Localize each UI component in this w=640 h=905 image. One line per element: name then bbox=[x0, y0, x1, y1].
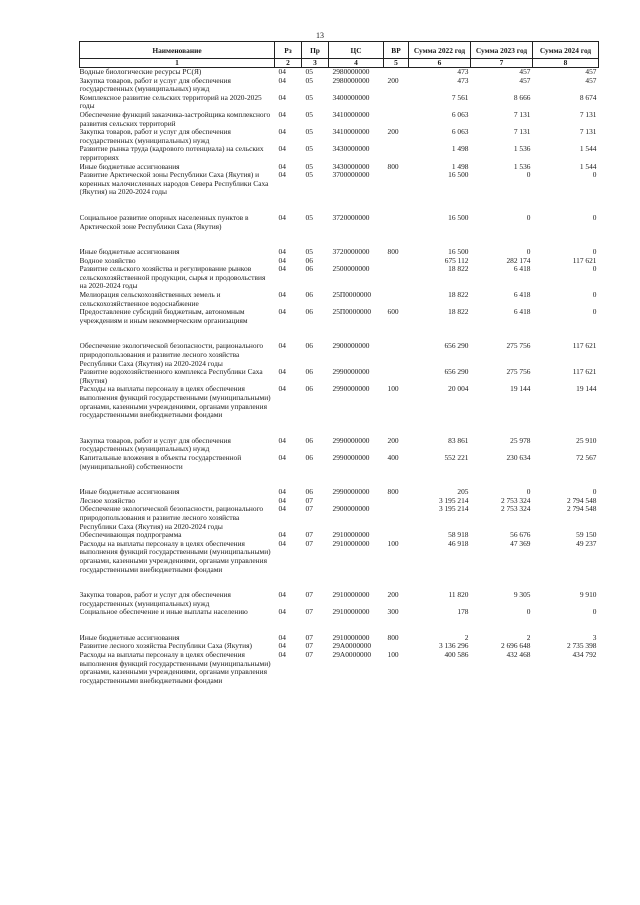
row-name: Комплексное развитие сельских территорий на 2020-2025 годы bbox=[79, 93, 262, 111]
table-body bbox=[80, 68, 599, 686]
row-name: Развитие водохозяйственного комплекса Республики Саха (Якутия) bbox=[79, 368, 263, 385]
row-name: Лесное хозяйство bbox=[79, 496, 136, 505]
row-sum-2023: 230 634 bbox=[506, 453, 531, 462]
table-row bbox=[80, 497, 599, 506]
row-vr: 200 bbox=[387, 128, 399, 137]
row-sum-2024: 72 567 bbox=[576, 453, 597, 462]
row-sum-2024: 0 bbox=[592, 608, 597, 617]
row-name: Обеспечение экологической безопасности, рационального природопользования и развитие лесного хозяйства Республики Саха (Якутия) на 2020-2024 годы bbox=[79, 505, 264, 531]
row-cs: 3410000000 bbox=[332, 128, 370, 137]
header-vr: ВР bbox=[384, 42, 409, 59]
row-rz: 04 bbox=[278, 633, 286, 642]
row-sum-2023: 2 bbox=[526, 633, 531, 642]
row-sum-2022: 552 221 bbox=[444, 453, 469, 462]
row-sum-2024: 19 144 bbox=[576, 385, 597, 394]
row-pr: 06 bbox=[305, 385, 313, 394]
header-number: 5 bbox=[384, 59, 409, 68]
header-number: 3 bbox=[302, 59, 329, 68]
row-name: Водные биологические ресурсы РС(Я) bbox=[79, 67, 202, 76]
header-number-row bbox=[80, 59, 599, 68]
row-pr: 06 bbox=[305, 488, 313, 497]
table-row bbox=[80, 68, 599, 77]
table-row bbox=[80, 248, 599, 257]
row-sum-2022: 473 bbox=[457, 76, 469, 85]
row-sum-2024: 9 910 bbox=[579, 591, 597, 600]
row-cs: 2910000000 bbox=[332, 633, 370, 642]
row-pr: 07 bbox=[305, 539, 313, 548]
row-cs: 2990000000 bbox=[332, 436, 370, 445]
row-cs: 2990000000 bbox=[332, 368, 370, 377]
row-name: Расходы на выплаты персоналу в целях обеспечения выполнения функций государственными (муниципальными) органами, казенными учреждениями, органами управления государственными внебюджетными фондами bbox=[79, 651, 271, 685]
row-rz: 04 bbox=[278, 591, 286, 600]
row-name: Иные бюджетные ассигнования bbox=[79, 248, 180, 257]
row-pr: 06 bbox=[305, 342, 313, 351]
table-row bbox=[80, 368, 599, 385]
row-pr: 06 bbox=[305, 436, 313, 445]
row-sum-2022: 20 004 bbox=[448, 385, 469, 394]
row-rz: 04 bbox=[278, 128, 286, 137]
row-vr bbox=[384, 342, 409, 368]
row-rz: 04 bbox=[278, 162, 286, 171]
row-pr: 07 bbox=[305, 591, 313, 600]
row-rz: 04 bbox=[278, 291, 286, 300]
row-rz: 04 bbox=[278, 453, 286, 462]
row-rz: 04 bbox=[278, 93, 286, 102]
row-sum-2022: 473 bbox=[457, 67, 469, 76]
row-sum-2023: 25 978 bbox=[510, 436, 531, 445]
row-name: Закупка товаров, работ и услуг для обеспечения государственных (муниципальных) нужд bbox=[79, 128, 231, 145]
row-pr: 06 bbox=[305, 291, 313, 300]
row-vr: 400 bbox=[387, 453, 399, 462]
row-pr: 05 bbox=[305, 248, 313, 257]
row-vr bbox=[384, 291, 409, 308]
header-sum-2023: Сумма 2023 год bbox=[471, 42, 533, 59]
row-name: Социальное обеспечение и иные выплаты населению bbox=[79, 608, 248, 617]
row-pr: 07 bbox=[305, 496, 313, 505]
header-number: 7 bbox=[471, 59, 533, 68]
row-rz: 04 bbox=[278, 342, 286, 351]
header-number: 4 bbox=[329, 59, 384, 68]
row-name: Предоставление субсидий бюджетным, автономным учреждениям и иным некоммерческим организациям bbox=[79, 308, 248, 325]
row-cs: 3430000000 bbox=[332, 162, 370, 171]
row-sum-2024: 2 735 398 bbox=[566, 642, 597, 651]
row-sum-2023: 56 676 bbox=[510, 531, 531, 540]
row-rz: 04 bbox=[278, 76, 286, 85]
table-row bbox=[80, 385, 599, 436]
row-sum-2024: 0 bbox=[592, 171, 597, 180]
table-row bbox=[80, 214, 599, 248]
row-rz: 04 bbox=[278, 488, 286, 497]
row-sum-2022: 7 561 bbox=[451, 93, 469, 102]
row-pr: 05 bbox=[305, 67, 313, 76]
row-rz: 04 bbox=[278, 539, 286, 548]
table-row bbox=[80, 608, 599, 634]
row-vr: 200 bbox=[387, 591, 399, 600]
row-pr: 05 bbox=[305, 128, 313, 137]
row-sum-2022: 18 822 bbox=[448, 265, 469, 274]
row-sum-2024: 0 bbox=[592, 248, 597, 257]
row-sum-2024: 0 bbox=[592, 265, 597, 274]
row-sum-2024: 1 544 bbox=[579, 145, 597, 154]
table-row bbox=[80, 163, 599, 172]
header-sum-2022: Сумма 2022 год bbox=[409, 42, 471, 59]
row-sum-2024: 59 150 bbox=[576, 531, 597, 540]
row-vr: 200 bbox=[387, 436, 399, 445]
row-name: Иные бюджетные ассигнования bbox=[79, 488, 180, 497]
row-vr bbox=[384, 111, 409, 128]
row-sum-2023: 275 756 bbox=[506, 342, 531, 351]
table-row bbox=[80, 437, 599, 454]
row-cs: 29А0000000 bbox=[332, 642, 372, 651]
row-vr bbox=[384, 505, 409, 531]
budget-table bbox=[79, 41, 599, 685]
row-pr: 06 bbox=[305, 265, 313, 274]
row-sum-2024: 0 bbox=[592, 213, 597, 222]
row-name: Закупка товаров, работ и услуг для обеспечения государственных (муниципальных) нужд bbox=[79, 436, 231, 454]
row-sum-2024: 7 131 bbox=[579, 110, 597, 119]
row-sum-2022: 46 918 bbox=[448, 539, 469, 548]
row-name: Обеспечивающая подпрограмма bbox=[79, 531, 182, 540]
row-sum-2022: 83 861 bbox=[448, 436, 469, 445]
row-cs: 2910000000 bbox=[332, 531, 370, 540]
row-name: Иные бюджетные ассигнования bbox=[79, 162, 180, 171]
row-pr: 07 bbox=[305, 608, 313, 617]
table-row bbox=[80, 128, 599, 145]
table-row bbox=[80, 308, 599, 342]
row-vr: 100 bbox=[387, 651, 399, 660]
row-sum-2023: 2 696 648 bbox=[500, 642, 531, 651]
row-vr bbox=[384, 497, 409, 506]
row-rz: 04 bbox=[278, 368, 286, 377]
row-sum-2022: 16 500 bbox=[448, 213, 469, 222]
row-rz: 04 bbox=[278, 531, 286, 540]
row-rz: 04 bbox=[278, 496, 286, 505]
row-vr bbox=[384, 94, 409, 111]
row-sum-2023: 7 131 bbox=[513, 128, 531, 137]
row-pr: 07 bbox=[305, 633, 313, 642]
table-row bbox=[80, 145, 599, 162]
row-pr: 06 bbox=[305, 453, 313, 462]
row-vr bbox=[384, 257, 409, 266]
row-vr: 800 bbox=[387, 633, 399, 642]
row-sum-2022: 18 822 bbox=[448, 291, 469, 300]
row-rz: 04 bbox=[278, 505, 286, 514]
table-row bbox=[80, 454, 599, 488]
table-row bbox=[80, 642, 599, 651]
row-sum-2024: 117 621 bbox=[572, 368, 597, 377]
row-sum-2023: 457 bbox=[519, 67, 531, 76]
row-cs: 3720000000 bbox=[332, 213, 370, 222]
row-cs: 3720000000 bbox=[332, 248, 370, 257]
row-sum-2023: 0 bbox=[526, 171, 531, 180]
row-sum-2024: 2 794 548 bbox=[566, 505, 597, 514]
row-cs: 25П0000000 bbox=[332, 291, 372, 300]
row-sum-2022: 16 500 bbox=[448, 171, 469, 180]
row-pr: 05 bbox=[305, 213, 313, 222]
row-rz: 04 bbox=[278, 436, 286, 445]
row-vr: 300 bbox=[387, 608, 399, 617]
row-sum-2023: 1 536 bbox=[513, 145, 531, 154]
row-sum-2023: 8 666 bbox=[513, 93, 531, 102]
row-name: Развитие лесного хозяйства Республики Саха (Якутия) bbox=[79, 642, 252, 651]
row-rz: 04 bbox=[278, 265, 286, 274]
row-sum-2024: 117 621 bbox=[572, 256, 597, 265]
row-vr bbox=[384, 531, 409, 540]
row-name: Социальное развитие опорных населенных пунктов в Арктической зоне Республики Саха (Якутия) bbox=[79, 213, 249, 231]
row-rz: 04 bbox=[278, 110, 286, 119]
row-vr bbox=[384, 368, 409, 385]
row-sum-2022: 58 918 bbox=[448, 531, 469, 540]
row-cs bbox=[329, 257, 384, 266]
header-pr: Пр bbox=[302, 42, 329, 59]
row-sum-2024: 7 131 bbox=[579, 128, 597, 137]
row-sum-2023: 6 418 bbox=[513, 265, 531, 274]
row-sum-2023: 2 753 324 bbox=[500, 496, 531, 505]
row-pr: 06 bbox=[305, 308, 313, 317]
row-sum-2024: 457 bbox=[585, 67, 597, 76]
row-name: Иные бюджетные ассигнования bbox=[79, 633, 180, 642]
table-row bbox=[80, 342, 599, 368]
header-cs: ЦС bbox=[329, 42, 384, 59]
row-sum-2023: 275 756 bbox=[506, 368, 531, 377]
header-row bbox=[80, 42, 599, 59]
row-sum-2024: 434 792 bbox=[572, 651, 597, 660]
row-cs: 2910000000 bbox=[332, 539, 370, 548]
row-sum-2022: 656 290 bbox=[444, 342, 469, 351]
row-name: Развитие Арктической зоны Республики Саха (Якутия) и коренных малочисленных народов Севера Республики Саха (Якутия) на 2020-2024 годы bbox=[79, 171, 269, 197]
row-name: Капитальные вложения в объекты государственной (муниципальной) собственности bbox=[79, 453, 242, 471]
row-name: Обеспечение функций заказчика-застройщика комплексного развития сельских территорий bbox=[79, 110, 271, 128]
row-sum-2024: 8 674 bbox=[579, 93, 597, 102]
row-rz: 04 bbox=[278, 651, 286, 660]
row-sum-2022: 3 195 214 bbox=[438, 505, 469, 514]
row-pr: 05 bbox=[305, 76, 313, 85]
row-sum-2023: 0 bbox=[526, 608, 531, 617]
row-cs: 25П0000000 bbox=[332, 308, 372, 317]
table-row bbox=[80, 488, 599, 497]
row-name: Развитие сельского хозяйства и регулирование рынков сельскохозяйственной продукции, сырья и продовольствия на 2020-2024 годы bbox=[79, 265, 266, 291]
row-vr bbox=[384, 214, 409, 248]
table-row bbox=[80, 540, 599, 591]
row-sum-2024: 0 bbox=[592, 488, 597, 497]
row-rz: 04 bbox=[278, 248, 286, 257]
row-sum-2024: 1 544 bbox=[579, 162, 597, 171]
row-cs: 3700000000 bbox=[332, 171, 370, 180]
row-sum-2022: 178 bbox=[457, 608, 469, 617]
row-sum-2024: 117 621 bbox=[572, 342, 597, 351]
row-cs: 2910000000 bbox=[332, 591, 370, 600]
row-name: Расходы на выплаты персоналу в целях обеспечения выполнения функций государственными (муниципальными) органами, казенными учреждениями, органами управления государственными внебюджетными фондами bbox=[79, 539, 271, 574]
row-rz: 04 bbox=[278, 608, 286, 617]
row-pr: 06 bbox=[305, 256, 313, 265]
row-sum-2022: 6 063 bbox=[451, 128, 469, 137]
row-sum-2023: 2 753 324 bbox=[500, 505, 531, 514]
row-name: Расходы на выплаты персоналу в целях обеспечения выполнения функций государственными (муниципальными) органами, казенными учреждениями, органами управления государственными внебюджетными фондами bbox=[79, 385, 271, 420]
row-sum-2023: 6 418 bbox=[513, 291, 531, 300]
row-rz: 04 bbox=[278, 67, 286, 76]
row-sum-2023: 9 305 bbox=[513, 591, 531, 600]
header-sum-2024: Сумма 2024 год bbox=[533, 42, 599, 59]
row-cs: 29А0000000 bbox=[332, 651, 372, 660]
row-rz: 04 bbox=[278, 145, 286, 154]
row-vr bbox=[384, 642, 409, 651]
row-cs: 2910000000 bbox=[332, 608, 370, 617]
row-rz: 04 bbox=[278, 642, 286, 651]
row-name: Мелиорация сельскохозяйственных земель и сельскохозяйственное водоснабжение bbox=[79, 291, 221, 308]
row-name: Закупка товаров, работ и услуг для обеспечения государственных (муниципальных) нужд bbox=[79, 76, 231, 94]
row-sum-2023: 0 bbox=[526, 488, 531, 497]
row-vr: 800 bbox=[387, 488, 399, 497]
row-name: Обеспечение экологической безопасности, рационального природопользования и развитие лесного хозяйства Республики Саха (Якутия) на 2020-2024 годы bbox=[79, 342, 264, 368]
row-cs: 2980000000 bbox=[332, 76, 370, 85]
row-sum-2023: 282 174 bbox=[506, 256, 531, 265]
row-vr bbox=[384, 68, 409, 77]
row-sum-2024: 49 237 bbox=[576, 539, 597, 548]
row-pr: 05 bbox=[305, 162, 313, 171]
row-vr: 200 bbox=[387, 76, 399, 85]
row-cs: 2500000000 bbox=[332, 265, 370, 274]
row-pr: 05 bbox=[305, 110, 313, 119]
row-sum-2022: 18 822 bbox=[448, 308, 469, 317]
row-name: Водное хозяйство bbox=[79, 256, 136, 265]
table-row bbox=[80, 591, 599, 608]
row-cs: 2990000000 bbox=[332, 385, 370, 394]
row-name: Развитие рынка труда (кадрового потенциала) на сельских территориях bbox=[79, 145, 264, 162]
row-sum-2023: 457 bbox=[519, 76, 531, 85]
row-sum-2023: 19 144 bbox=[510, 385, 531, 394]
row-sum-2022: 16 500 bbox=[448, 248, 469, 257]
row-cs: 2900000000 bbox=[332, 505, 370, 514]
row-vr: 100 bbox=[387, 385, 399, 394]
row-sum-2022: 3 136 296 bbox=[438, 642, 469, 651]
row-sum-2023: 7 131 bbox=[513, 110, 531, 119]
row-vr bbox=[384, 265, 409, 291]
row-vr: 100 bbox=[387, 539, 399, 548]
row-pr: 07 bbox=[305, 531, 313, 540]
row-rz: 04 bbox=[278, 256, 286, 265]
row-cs: 2900000000 bbox=[332, 342, 370, 351]
row-sum-2024: 457 bbox=[585, 76, 597, 85]
row-sum-2023: 47 369 bbox=[510, 539, 531, 548]
table-row bbox=[80, 265, 599, 291]
table-row bbox=[80, 505, 599, 531]
row-sum-2024: 25 910 bbox=[576, 436, 597, 445]
row-sum-2022: 6 063 bbox=[451, 110, 469, 119]
row-sum-2022: 11 820 bbox=[448, 591, 469, 600]
row-sum-2022: 1 498 bbox=[451, 145, 469, 154]
row-pr: 07 bbox=[305, 505, 313, 514]
header-number: 8 bbox=[533, 59, 599, 68]
row-pr: 05 bbox=[305, 145, 313, 154]
table-row bbox=[80, 171, 599, 214]
row-cs: 3410000000 bbox=[332, 110, 370, 119]
row-pr: 07 bbox=[305, 642, 313, 651]
row-pr: 06 bbox=[305, 368, 313, 377]
row-vr bbox=[384, 171, 409, 214]
header-number: 1 bbox=[80, 59, 275, 68]
row-cs bbox=[329, 497, 384, 506]
row-rz: 04 bbox=[278, 385, 286, 394]
row-cs: 2990000000 bbox=[332, 453, 370, 462]
row-cs: 2990000000 bbox=[332, 488, 370, 497]
row-sum-2022: 1 498 bbox=[451, 162, 469, 171]
row-cs: 3400000000 bbox=[332, 93, 370, 102]
header-name: Наименование bbox=[80, 42, 275, 59]
header-rz: Рз bbox=[275, 42, 302, 59]
table-row bbox=[80, 634, 599, 643]
row-pr: 07 bbox=[305, 651, 313, 660]
row-name: Закупка товаров, работ и услуг для обеспечения государственных (муниципальных) нужд bbox=[79, 591, 231, 608]
row-sum-2022: 3 195 214 bbox=[438, 496, 469, 505]
row-sum-2022: 656 290 bbox=[444, 368, 469, 377]
table-row bbox=[80, 531, 599, 540]
row-sum-2022: 205 bbox=[457, 488, 469, 497]
row-cs: 2980000000 bbox=[332, 67, 370, 76]
row-rz: 04 bbox=[278, 308, 286, 317]
row-rz: 04 bbox=[278, 171, 286, 180]
row-vr: 600 bbox=[387, 308, 399, 317]
table-row bbox=[80, 257, 599, 266]
table-row bbox=[80, 651, 599, 685]
table-row bbox=[80, 94, 599, 111]
row-rz: 04 bbox=[278, 213, 286, 222]
header-number: 2 bbox=[275, 59, 302, 68]
row-vr bbox=[384, 145, 409, 162]
row-cs: 3430000000 bbox=[332, 145, 370, 154]
row-sum-2024: 3 bbox=[592, 633, 597, 642]
table-row bbox=[80, 291, 599, 308]
page-number: 13 bbox=[316, 31, 324, 40]
row-sum-2024: 0 bbox=[592, 291, 597, 300]
row-sum-2023: 432 468 bbox=[506, 651, 531, 660]
row-pr: 05 bbox=[305, 93, 313, 102]
row-sum-2022: 2 bbox=[464, 633, 469, 642]
row-sum-2022: 675 112 bbox=[444, 256, 469, 265]
row-pr: 05 bbox=[305, 171, 313, 180]
row-sum-2023: 0 bbox=[526, 213, 531, 222]
table-row bbox=[80, 111, 599, 128]
row-vr: 800 bbox=[387, 162, 399, 171]
row-sum-2024: 2 794 548 bbox=[566, 496, 597, 505]
row-vr: 800 bbox=[387, 248, 399, 257]
row-sum-2023: 1 536 bbox=[513, 162, 531, 171]
table-row bbox=[80, 77, 599, 94]
row-sum-2023: 0 bbox=[526, 248, 531, 257]
row-sum-2023: 6 418 bbox=[513, 308, 531, 317]
row-sum-2024: 0 bbox=[592, 308, 597, 317]
header-number: 6 bbox=[409, 59, 471, 68]
row-sum-2022: 400 586 bbox=[444, 651, 469, 660]
